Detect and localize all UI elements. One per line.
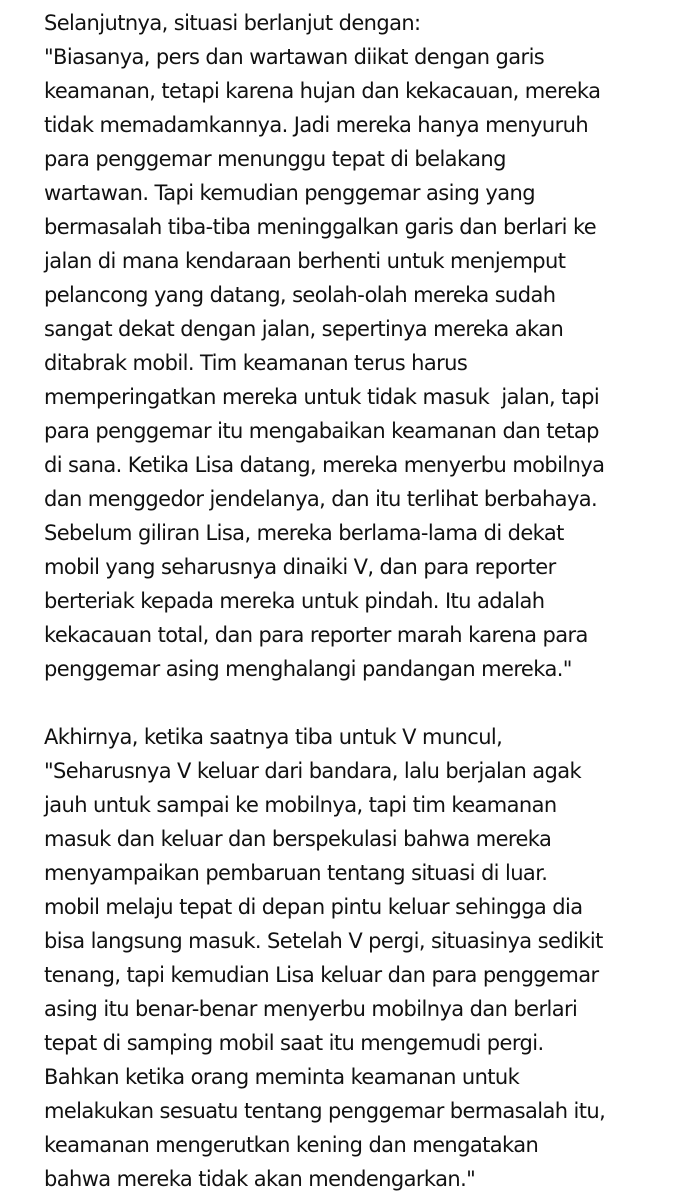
text-line: memperingatkan mereka untuk tidak masuk jalan, tapi [44,385,600,409]
text-line: mobil yang seharusnya dinaiki V, dan para reporter [44,555,556,579]
text-line: jalan di mana kendaraan berhenti untuk menjemput [44,249,566,273]
text-line: tepat di samping mobil saat itu mengemudi pergi. [44,1031,544,1055]
text-line: "Biasanya, pers dan wartawan diikat dengan garis [44,45,545,69]
text-line: bahwa mereka tidak akan mendengarkan." [44,1167,476,1191]
paragraph-1 [44,6,674,686]
text-line: mobil melaju tepat di depan pintu keluar sehingga dia [44,895,583,919]
text-line: Akhirnya, ketika saatnya tiba untuk V muncul, [44,725,503,749]
text-line: para penggemar itu mengabaikan keamanan dan tetap [44,419,599,443]
text-line: kekacauan total, dan para reporter marah karena para [44,623,588,647]
text-line: tidak memadamkannya. Jadi mereka hanya menyuruh [44,113,589,137]
text-line: Sebelum giliran Lisa, mereka berlama-lama di dekat [44,521,564,545]
text-line: jauh untuk sampai ke mobilnya, tapi tim keamanan [44,793,557,817]
text-line: Bahkan ketika orang meminta keamanan untuk [44,1065,520,1089]
text-line: wartawan. Tapi kemudian penggemar asing yang [44,181,535,205]
text-line: dan menggedor jendelanya, dan itu terlihat berbahaya. [44,487,598,511]
text-line: pelancong yang datang, seolah-olah mereka sudah [44,283,556,307]
text-line: keamanan mengerutkan kening dan mengatakan [44,1133,539,1157]
text-line: ditabrak mobil. Tim keamanan terus harus [44,351,468,375]
document-body [44,6,674,1196]
text-line: bermasalah tiba-tiba meninggalkan garis dan berlari ke [44,215,597,239]
text-line: Selanjutnya, situasi berlanjut dengan: [44,11,421,35]
text-line: bisa langsung masuk. Setelah V pergi, situasinya sedikit [44,929,603,953]
text-line: sangat dekat dengan jalan, sepertinya mereka akan [44,317,564,341]
text-line: "Seharusnya V keluar dari bandara, lalu berjalan agak [44,759,582,783]
text-line: menyampaikan pembaruan tentang situasi di luar. [44,861,548,885]
text-line: masuk dan keluar dan berspekulasi bahwa mereka [44,827,552,851]
text-line: para penggemar menunggu tepat di belakang [44,147,506,171]
text-line: tenang, tapi kemudian Lisa keluar dan para penggemar [44,963,599,987]
text-line: penggemar asing menghalangi pandangan mereka." [44,657,572,681]
paragraph-spacer [44,686,674,720]
text-line: keamanan, tetapi karena hujan dan kekacauan, mereka [44,79,601,103]
text-line: di sana. Ketika Lisa datang, mereka menyerbu mobilnya [44,453,605,477]
text-line: berteriak kepada mereka untuk pindah. Itu adalah [44,589,545,613]
paragraph-2 [44,720,674,1196]
text-line: asing itu benar-benar menyerbu mobilnya dan berlari [44,997,578,1021]
text-line: melakukan sesuatu tentang penggemar bermasalah itu, [44,1099,606,1123]
